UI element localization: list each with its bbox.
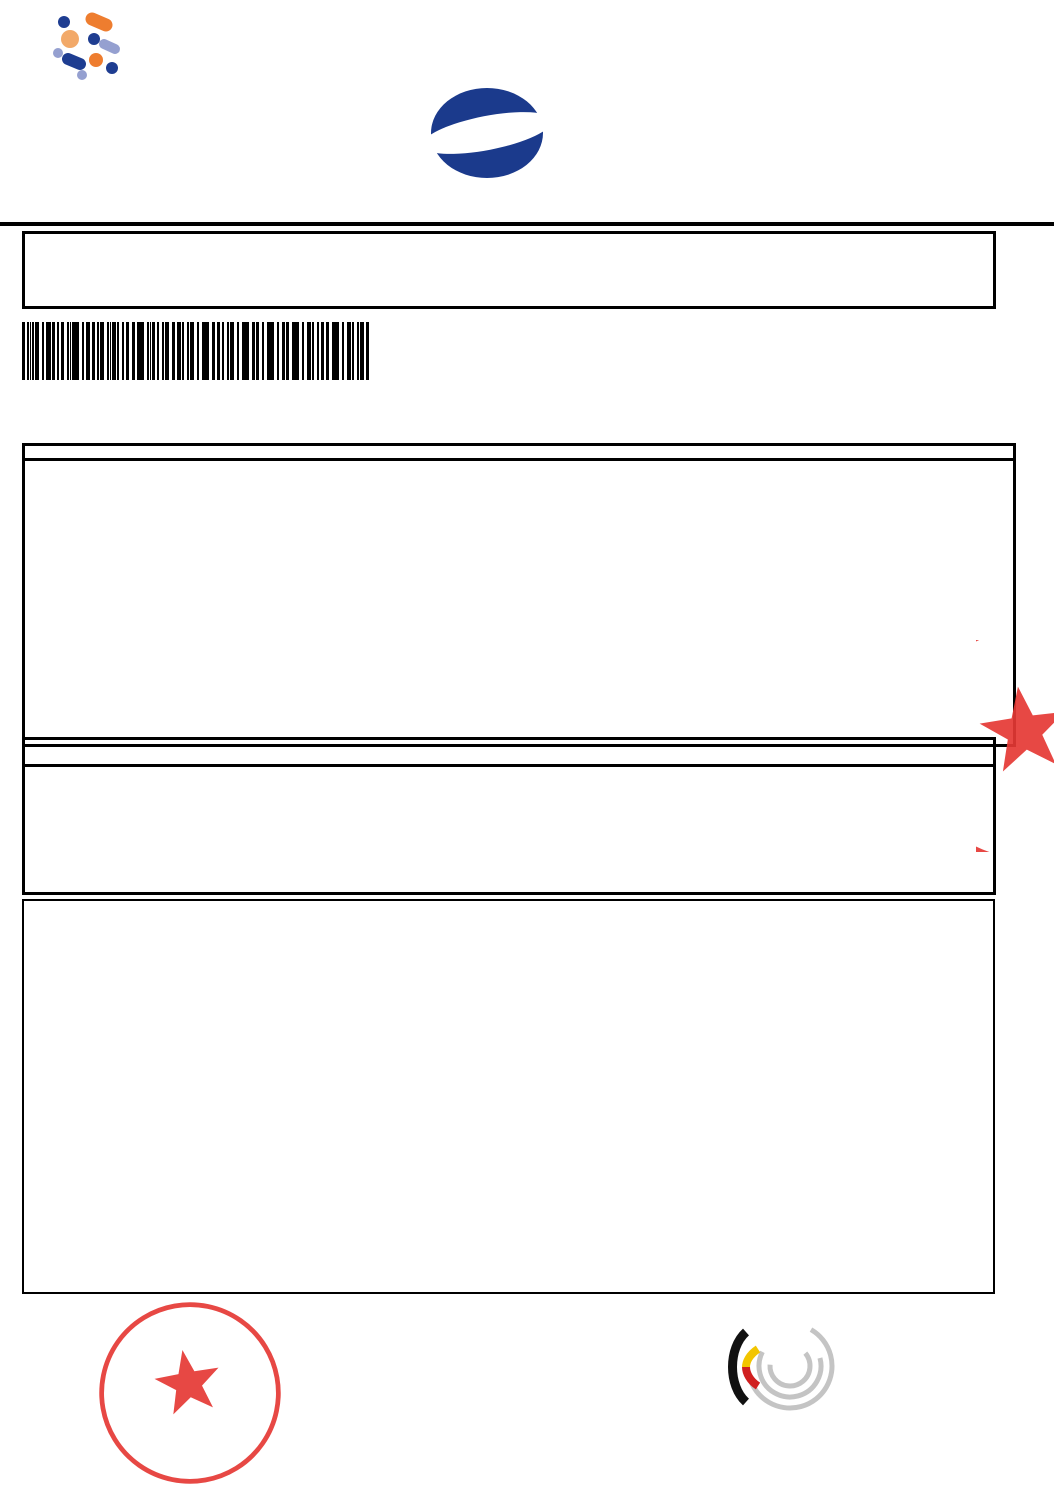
title-rule: [0, 222, 1054, 226]
inspection-stamp: [80, 1283, 300, 1503]
partial-stamp-fragment: [976, 640, 1054, 852]
sample-info-box: [22, 443, 1016, 747]
cnas-accreditation: [428, 86, 572, 181]
info-divider: [25, 458, 1013, 461]
dakks-logo-icon: [712, 1308, 842, 1433]
cnas-logo-icon: [428, 86, 546, 181]
results-box: [22, 737, 996, 895]
screened-molecules-box: [22, 899, 995, 1294]
certificate-box: [22, 231, 996, 309]
dakks-accreditation: [712, 1308, 1012, 1438]
eurofins-dots-icon: [52, 8, 124, 82]
eurofins-logo: [52, 8, 134, 82]
results-header-row: [25, 740, 993, 767]
barcode: [22, 322, 370, 380]
